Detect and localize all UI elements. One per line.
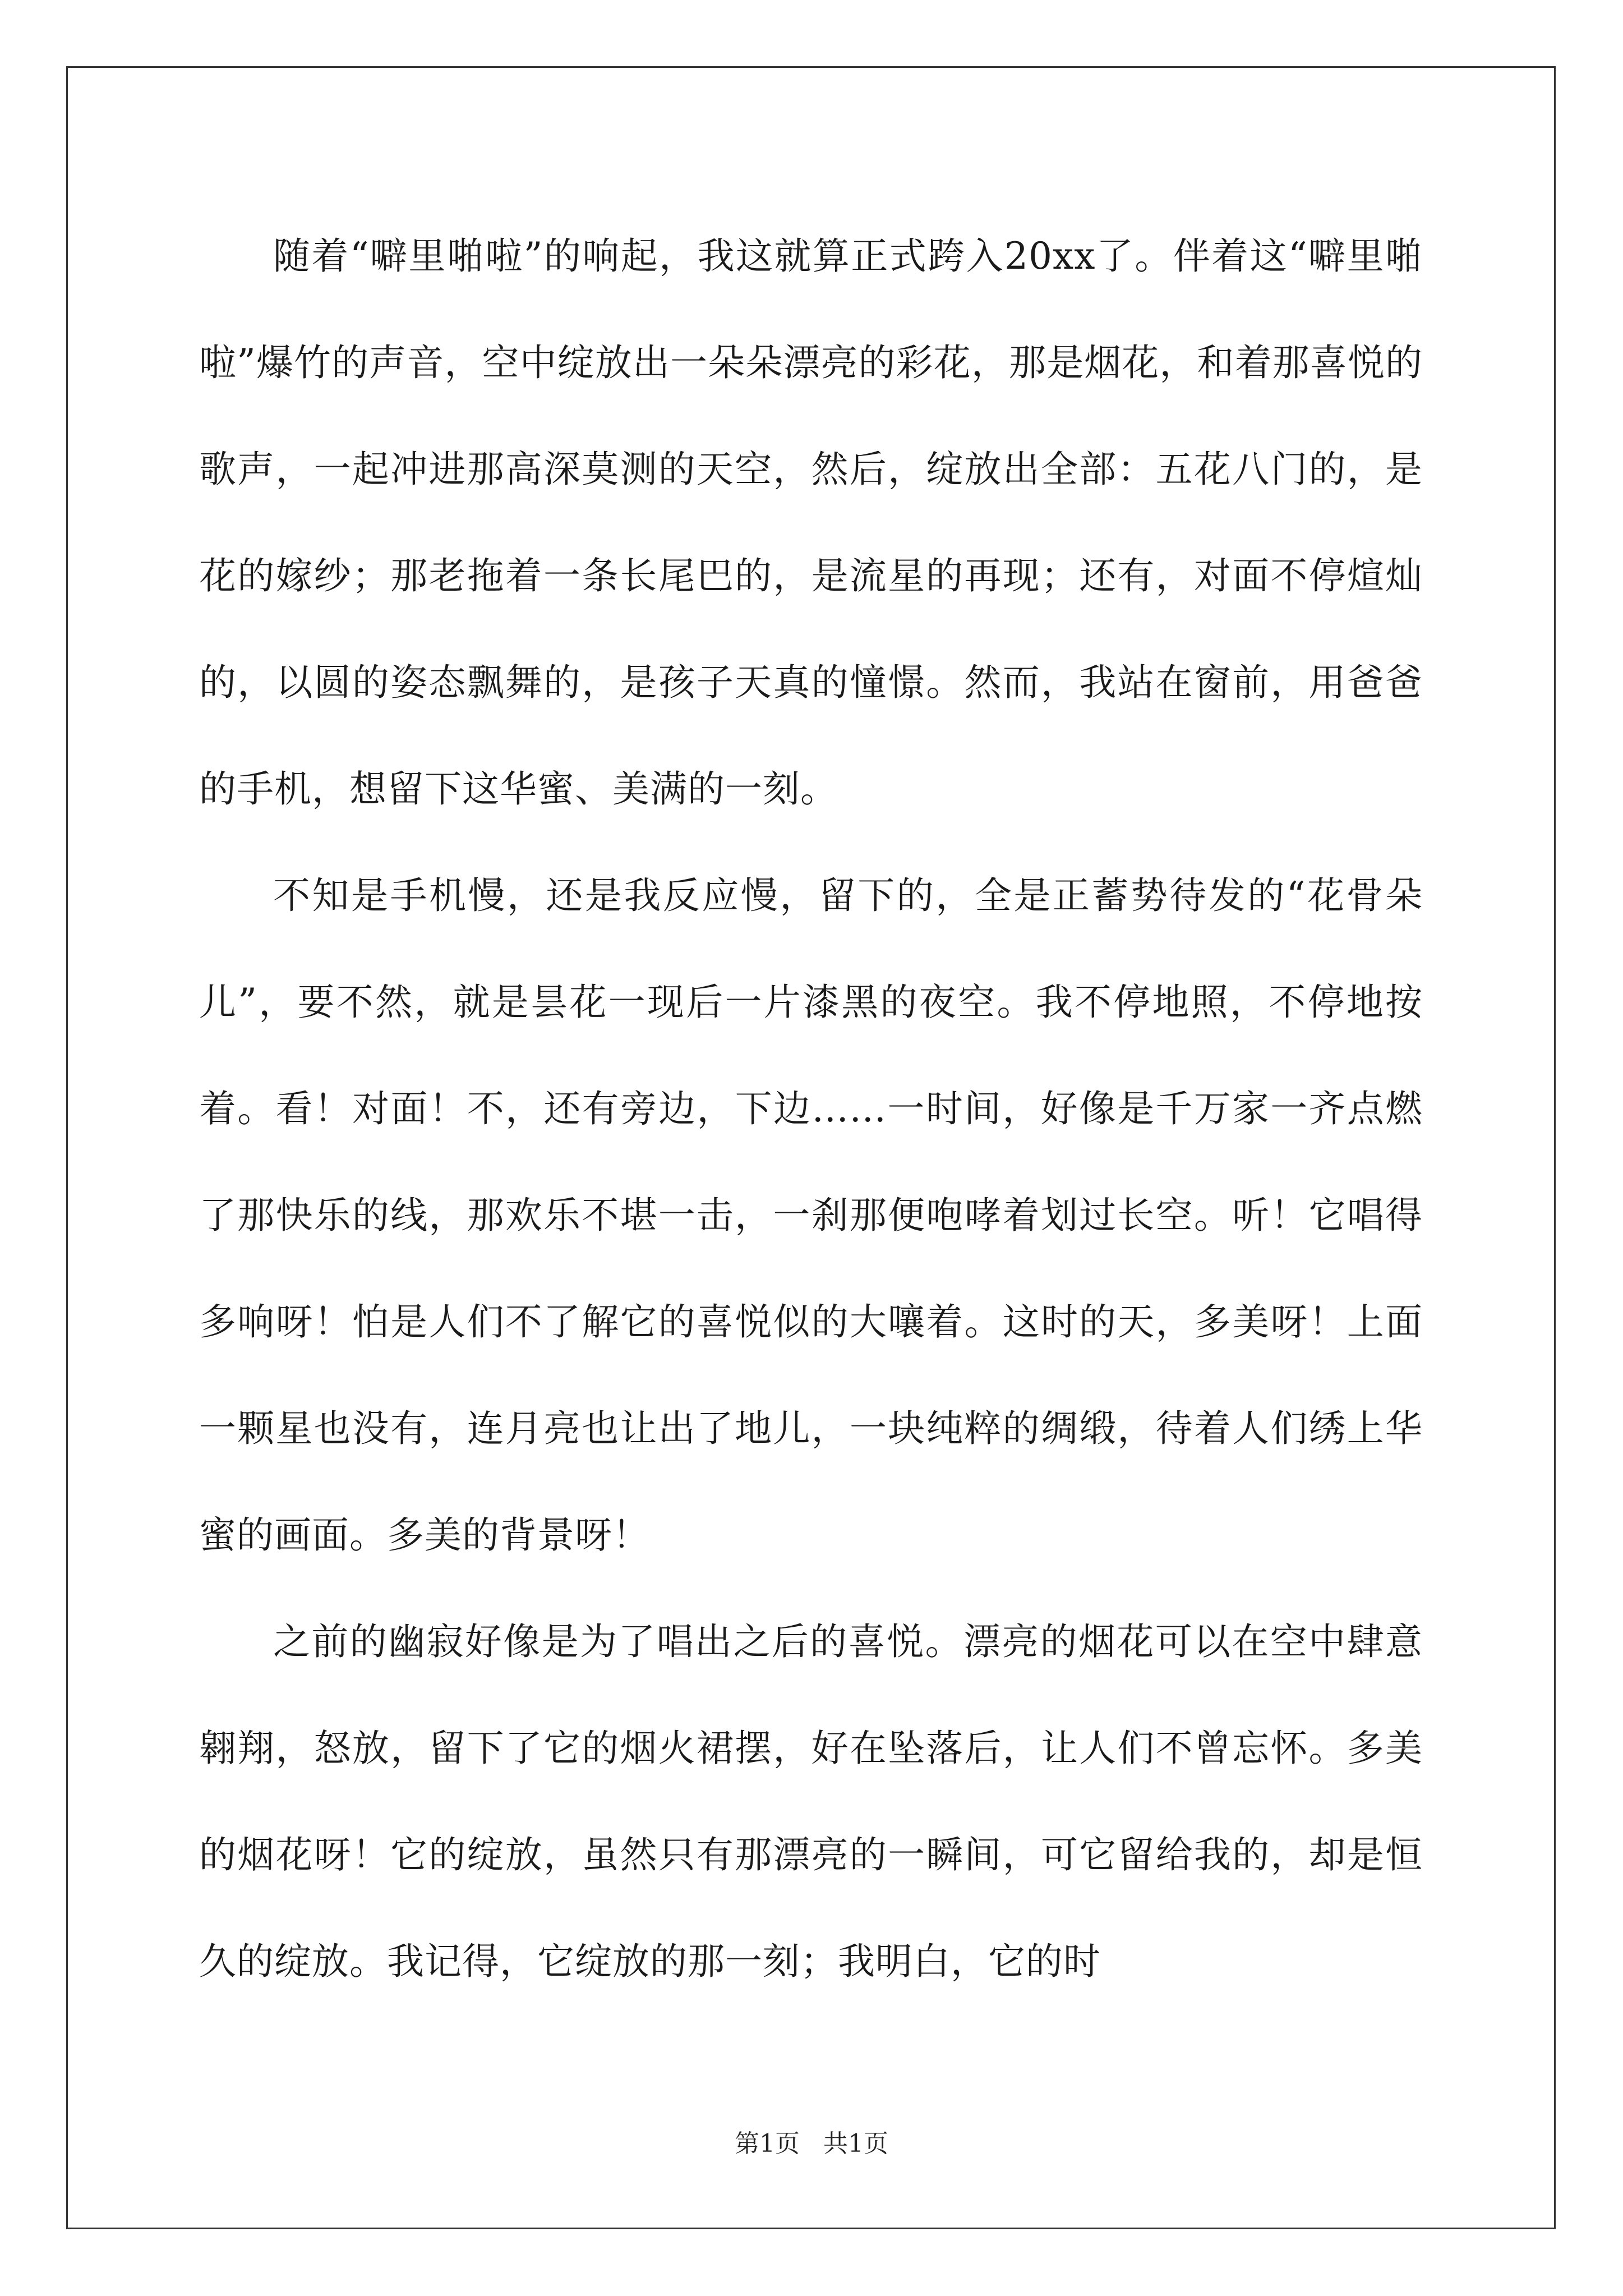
document-body [199, 203, 1423, 2015]
paragraph-3: 之前的幽寂好像是为了唱出之后的喜悦。漂亮的烟花可以在空中肆意翱翔，怒放，留下了它的烟火裙摆，好在坠落后，让人们不曾忘怀。多美的烟花呀！它的绽放，虽然只有那漂亮的一瞬间，可它留给我的，却是恒久的绽放。我记得，它绽放的那一刻；我明白，它的时 [199, 1620, 1423, 1983]
paragraph-2: 不知是手机慢，还是我反应慢，留下的，全是正蓄势待发的“花骨朵儿”，要不然，就是昙花一现后一片漆黑的夜空。我不停地照，不停地按着。看！对面！不，还有旁边，下边……一时间，好像是千万家一齐点燃了那快乐的线，那欢乐不堪一击，一刹那便咆哮着划过长空。听！它唱得多响呀！怕是人们不了解它的喜悦似的大嚷着。这时的天，多美呀！上面一颗星也没有，连月亮也让出了地儿，一块纯粹的绸缎，待着人们绣上华蜜的画面。多美的背景呀！ [199, 874, 1423, 1557]
paragraph-1: 随着“噼里啪啦”的响起，我这就算正式跨入20xx了。伴着这“噼里啪啦”爆竹的声音，空中绽放出一朵朵漂亮的彩花，那是烟花，和着那喜悦的歌声，一起冲进那高深莫测的天空，然后，绽放出全部：五花八门的，是花的嫁纱；那老拖着一条长尾巴的，是流星的再现；还有，对面不停煊灿的，以圆的姿态飘舞的，是孩子天真的憧憬。然而，我站在窗前，用爸爸的手机，想留下这华蜜、美满的一刻。 [199, 234, 1423, 811]
page-number-footer: 第1页 共1页 [735, 2129, 888, 2158]
